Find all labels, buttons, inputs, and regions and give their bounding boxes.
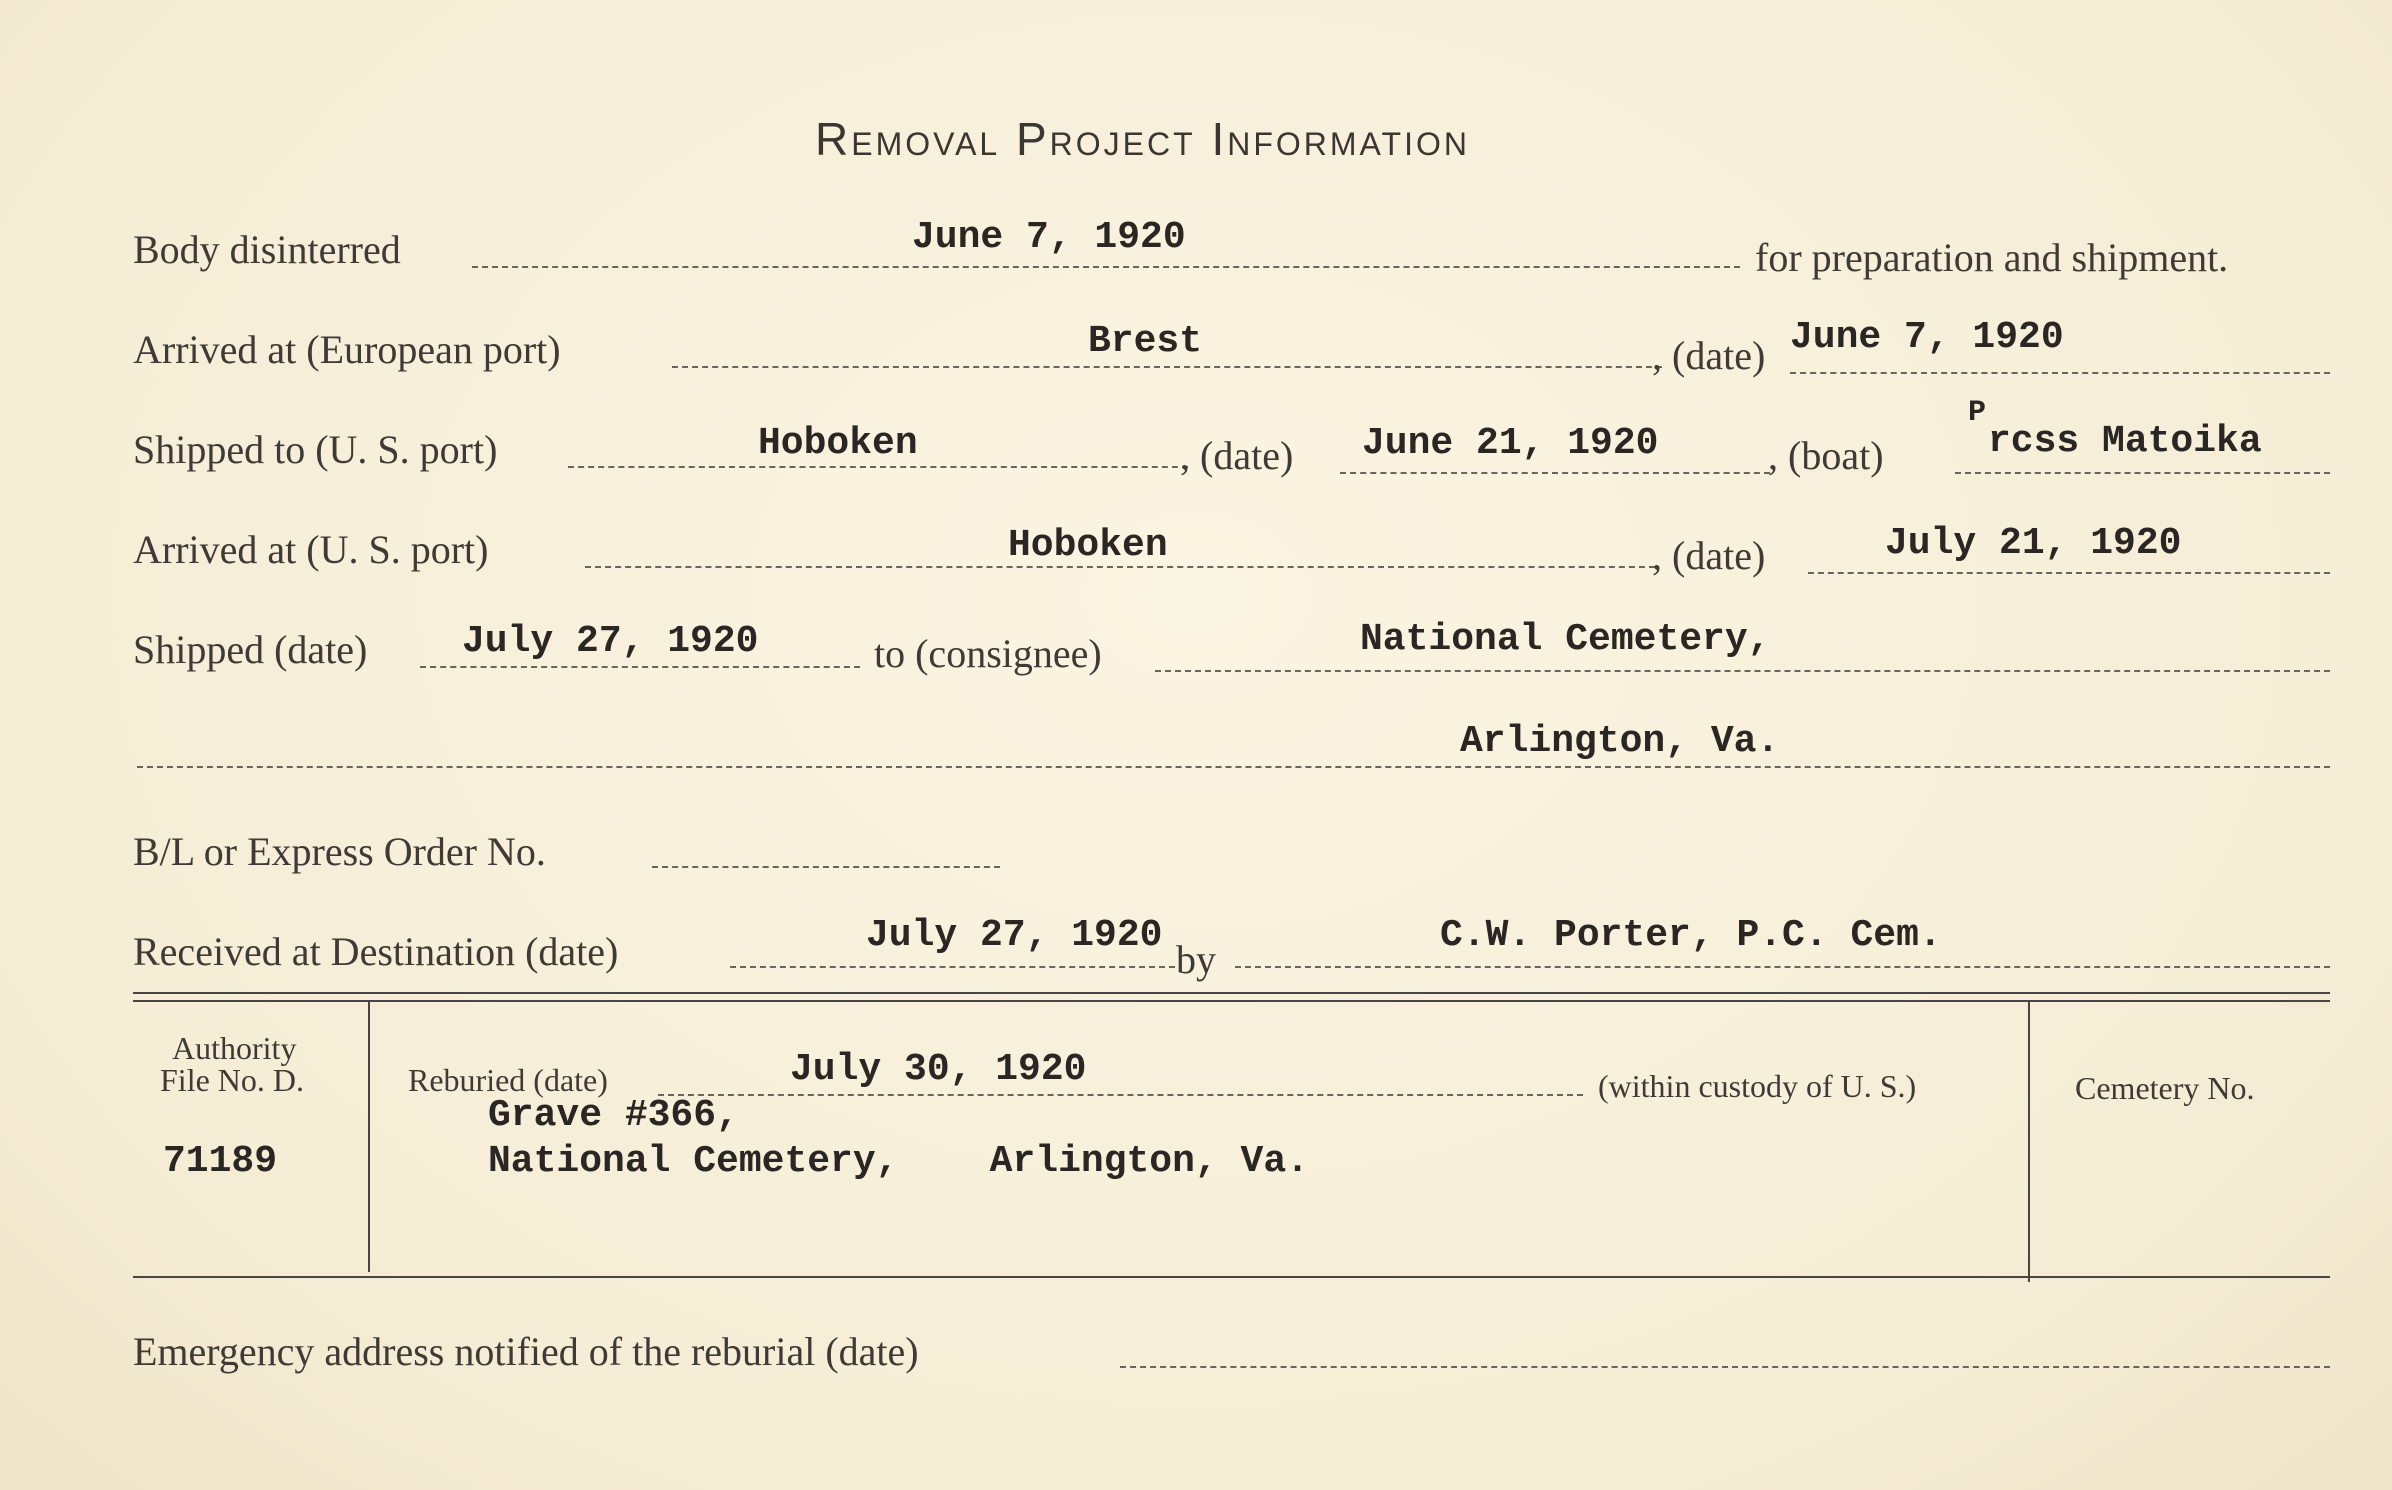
shipped-to-date: June 21, 1920: [1362, 422, 1659, 465]
reburied-label: Reburied (date): [408, 1062, 608, 1098]
emergency-date-line: [1120, 1366, 2330, 1368]
shipped-date-label: Shipped (date): [133, 627, 368, 672]
boat-value: rcss Matoika: [1988, 420, 2262, 463]
shipped-to-label: Shipped to (U. S. port): [133, 427, 498, 472]
reburied-date-line: [658, 1094, 1583, 1096]
disinterred-suffix: for preparation and shipment.: [1755, 235, 2229, 280]
disinterred-label: Body disinterred: [133, 227, 401, 272]
box-top-rule-2: [133, 1000, 2330, 1002]
arrived-us-label: Arrived at (U. S. port): [133, 527, 489, 572]
disinterred-field-line: [472, 266, 1740, 268]
page-title: Removal Project Information: [815, 113, 1470, 165]
euro-port-field-line: [672, 366, 1662, 368]
shipped-date: July 27, 1920: [462, 620, 759, 663]
euro-port-value: Brest: [1088, 320, 1203, 363]
received-by: C.W. Porter, P.C. Cem.: [1440, 914, 1942, 957]
consignee-line-2-value: Arlington, Va.: [1460, 720, 1780, 763]
euro-port-date: June 7, 1920: [1790, 316, 2064, 359]
reburied-date: July 30, 1920: [790, 1048, 1087, 1091]
custody-label: (within custody of U. S.): [1598, 1068, 1917, 1104]
authority-file-number: 71189: [163, 1140, 278, 1183]
arrived-us-date: July 21, 1920: [1885, 522, 2182, 565]
arrived-us-value: Hoboken: [1008, 524, 1168, 567]
euro-port-date-label: , (date): [1652, 333, 1766, 378]
boat-superscript-mark: P: [1968, 396, 1987, 430]
boat-field-line: [1955, 472, 2330, 474]
box-divider-left: [368, 1002, 370, 1272]
euro-port-label: Arrived at (European port): [133, 327, 561, 372]
arrived-us-date-label: , (date): [1652, 533, 1766, 578]
box-top-rule-1: [133, 992, 2330, 994]
box-bottom-rule: [133, 1276, 2330, 1278]
disinterred-value: June 7, 1920: [912, 216, 1186, 259]
received-label: Received at Destination (date): [133, 929, 619, 974]
bl-field-line: [652, 866, 1000, 868]
emergency-label: Emergency address notified of the reburial (date): [133, 1329, 919, 1374]
boat-label: , (boat): [1768, 433, 1884, 478]
consignee-label: to (consignee): [874, 631, 1102, 676]
shipped-date-line: [420, 666, 860, 668]
received-by-label: by: [1176, 937, 1216, 982]
consignee-line-1: [1155, 670, 2330, 672]
euro-port-date-line: [1790, 372, 2330, 374]
shipped-to-value: Hoboken: [758, 422, 918, 465]
arrived-us-date-line: [1808, 572, 2330, 574]
authority-label-2: File No. D.: [160, 1062, 304, 1098]
bl-label: B/L or Express Order No.: [133, 829, 546, 874]
received-by-line: [1235, 966, 2330, 968]
shipped-to-date-line: [1340, 472, 1770, 474]
authority-label-1: Authority: [172, 1030, 297, 1066]
grave-line-1: Grave #366,: [488, 1094, 739, 1137]
consignee-line-2: [137, 766, 2330, 768]
cemetery-no-label: Cemetery No.: [2075, 1070, 2255, 1106]
box-divider-right: [2028, 1002, 2030, 1282]
grave-line-2: National Cemetery, Arlington, Va.: [488, 1140, 1309, 1183]
shipped-to-date-label: , (date): [1180, 433, 1294, 478]
shipped-to-field-line: [568, 466, 1188, 468]
received-date-line: [730, 966, 1175, 968]
consignee-line-1-value: National Cemetery,: [1360, 618, 1771, 661]
received-date: July 27, 1920: [866, 914, 1163, 957]
